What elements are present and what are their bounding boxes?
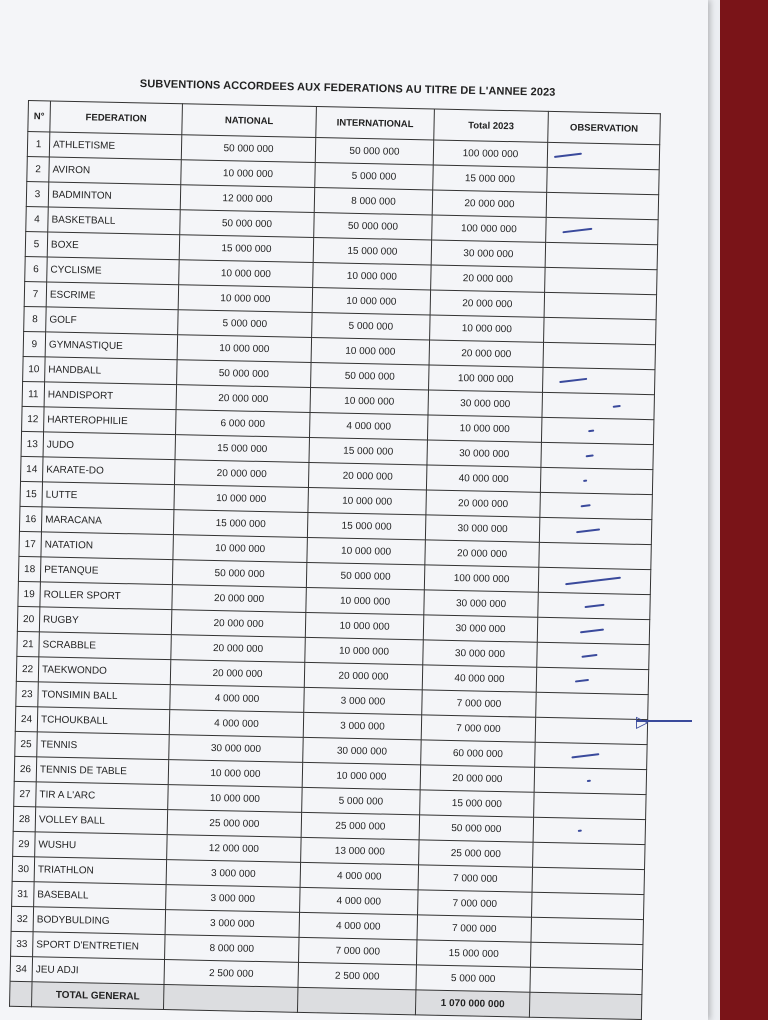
row-total: 30 000 000 xyxy=(423,615,537,642)
row-federation: RUGBY xyxy=(39,607,171,635)
row-observation xyxy=(546,217,658,244)
row-international: 13 000 000 xyxy=(301,837,419,864)
header-total: Total 2023 xyxy=(434,109,549,142)
row-national: 20 000 000 xyxy=(172,585,306,613)
row-international: 8 000 000 xyxy=(314,188,432,215)
row-national: 3 000 000 xyxy=(166,885,300,913)
row-observation xyxy=(540,492,652,519)
row-national: 4 000 000 xyxy=(170,685,304,713)
row-federation: BOXE xyxy=(47,232,179,260)
handwritten-mark xyxy=(559,378,587,383)
row-observation xyxy=(539,542,651,569)
row-international: 5 000 000 xyxy=(315,163,433,190)
row-total: 15 000 000 xyxy=(416,940,530,967)
row-total: 15 000 000 xyxy=(433,165,547,192)
row-international: 3 000 000 xyxy=(303,712,421,739)
row-observation xyxy=(538,567,650,594)
row-observation xyxy=(542,392,654,419)
row-observation xyxy=(535,742,647,769)
row-number: 18 xyxy=(18,556,41,581)
handwritten-mark xyxy=(580,629,604,634)
total-label: TOTAL GENERAL xyxy=(32,982,164,1010)
row-international: 10 000 000 xyxy=(306,587,424,614)
handwritten-mark xyxy=(613,405,621,408)
row-international: 10 000 000 xyxy=(313,263,431,290)
row-national: 50 000 000 xyxy=(177,360,311,388)
row-observation xyxy=(536,692,648,719)
row-total: 30 000 000 xyxy=(424,590,538,617)
row-number: 24 xyxy=(15,706,38,731)
row-observation xyxy=(539,517,651,544)
row-federation: TIR A L'ARC xyxy=(36,782,168,810)
row-federation: HARTEROPHILIE xyxy=(44,407,176,435)
row-federation: ATHLETISME xyxy=(49,132,181,160)
row-observation xyxy=(542,367,654,394)
row-federation: BODYBULDING xyxy=(33,907,165,935)
row-total: 25 000 000 xyxy=(419,840,533,867)
row-number: 10 xyxy=(23,356,46,381)
row-number: 25 xyxy=(15,731,38,756)
row-national: 2 500 000 xyxy=(164,960,298,988)
row-national: 6 000 000 xyxy=(176,410,310,438)
row-number: 22 xyxy=(16,656,39,681)
row-national: 12 000 000 xyxy=(167,835,301,863)
row-federation: JUDO xyxy=(43,432,175,460)
row-number: 27 xyxy=(14,781,37,806)
total-row-blank xyxy=(297,987,415,1014)
handwritten-mark xyxy=(581,654,597,658)
row-total: 7 000 000 xyxy=(421,715,535,742)
row-number: 32 xyxy=(11,906,34,931)
row-federation: TENNIS xyxy=(37,732,169,760)
row-observation xyxy=(530,967,642,994)
row-federation: GYMNASTIQUE xyxy=(45,332,177,360)
row-federation: BASEBALL xyxy=(34,882,166,910)
handwritten-mark xyxy=(562,228,592,234)
row-federation: CYCLISME xyxy=(47,257,179,285)
row-observation xyxy=(537,642,649,669)
row-national: 20 000 000 xyxy=(176,385,310,413)
handwritten-arrow-icon: ▷ xyxy=(636,714,649,731)
subsidies-table xyxy=(9,100,661,1020)
row-number: 4 xyxy=(26,206,49,231)
row-federation: BASKETBALL xyxy=(48,207,180,235)
row-total: 7 000 000 xyxy=(418,890,532,917)
row-international: 30 000 000 xyxy=(303,737,421,764)
row-observation xyxy=(547,167,659,194)
row-total: 40 000 000 xyxy=(422,665,536,692)
row-observation xyxy=(531,917,643,944)
total-row-blank xyxy=(10,981,33,1006)
row-federation: GOLF xyxy=(46,307,178,335)
row-observation xyxy=(540,467,652,494)
row-international: 15 000 000 xyxy=(309,437,427,464)
row-observation xyxy=(534,792,646,819)
row-number: 21 xyxy=(17,631,40,656)
header-international: INTERNATIONAL xyxy=(316,107,435,140)
row-observation xyxy=(545,242,657,269)
row-total: 7 000 000 xyxy=(418,865,532,892)
row-federation: SCRABBLE xyxy=(39,632,171,660)
row-international: 2 500 000 xyxy=(298,962,416,989)
row-federation: PETANQUE xyxy=(40,557,172,585)
row-national: 20 000 000 xyxy=(171,635,305,663)
handwritten-mark xyxy=(588,430,594,433)
row-total: 15 000 000 xyxy=(420,790,534,817)
row-international: 5 000 000 xyxy=(302,787,420,814)
row-national: 15 000 000 xyxy=(175,435,309,463)
row-international: 10 000 000 xyxy=(311,337,429,364)
row-federation: AVIRON xyxy=(49,157,181,185)
row-number: 23 xyxy=(16,681,39,706)
row-international: 50 000 000 xyxy=(314,213,432,240)
total-row-blank xyxy=(163,985,297,1013)
handwritten-mark xyxy=(576,528,600,533)
row-federation: TONSIMIN BALL xyxy=(38,682,170,710)
row-federation: SPORT D'ENTRETIEN xyxy=(33,932,165,960)
row-international: 20 000 000 xyxy=(304,662,422,689)
row-international: 10 000 000 xyxy=(305,612,423,639)
row-number: 17 xyxy=(19,531,42,556)
row-federation: ROLLER SPORT xyxy=(40,582,172,610)
row-national: 10 000 000 xyxy=(181,160,315,188)
row-national: 10 000 000 xyxy=(177,335,311,363)
row-total: 100 000 000 xyxy=(433,140,547,167)
row-total: 20 000 000 xyxy=(430,290,544,317)
row-total: 10 000 000 xyxy=(430,315,544,342)
row-number: 28 xyxy=(13,806,36,831)
row-number: 2 xyxy=(27,156,50,181)
row-international: 10 000 000 xyxy=(310,387,428,414)
row-total: 5 000 000 xyxy=(416,965,530,992)
header-number: N° xyxy=(28,101,51,132)
row-federation: WUSHU xyxy=(35,832,167,860)
row-observation xyxy=(543,342,655,369)
row-total: 30 000 000 xyxy=(427,440,541,467)
row-observation xyxy=(538,592,650,619)
row-number: 8 xyxy=(24,306,47,331)
row-number: 19 xyxy=(18,581,41,606)
handwritten-mark xyxy=(584,604,604,608)
row-international: 20 000 000 xyxy=(308,462,426,489)
row-national: 10 000 000 xyxy=(179,260,313,288)
handwritten-mark xyxy=(587,780,591,782)
row-international: 5 000 000 xyxy=(312,312,430,339)
row-observation xyxy=(533,817,645,844)
row-number: 11 xyxy=(22,381,45,406)
row-total: 40 000 000 xyxy=(426,465,540,492)
row-observation xyxy=(541,442,653,469)
row-observation xyxy=(545,267,657,294)
handwritten-mark xyxy=(575,679,589,683)
row-international: 15 000 000 xyxy=(313,238,431,265)
handwritten-mark xyxy=(571,753,599,758)
row-total: 30 000 000 xyxy=(431,240,545,267)
row-international: 4 000 000 xyxy=(300,862,418,889)
row-federation: TENNIS DE TABLE xyxy=(36,757,168,785)
row-international: 10 000 000 xyxy=(302,762,420,789)
row-observation xyxy=(531,892,643,919)
row-national: 8 000 000 xyxy=(165,935,299,963)
table-body xyxy=(10,132,660,1020)
row-observation xyxy=(530,942,642,969)
row-international: 4 000 000 xyxy=(299,912,417,939)
row-international: 50 000 000 xyxy=(315,138,433,165)
row-number: 6 xyxy=(25,256,48,281)
row-international: 25 000 000 xyxy=(301,812,419,839)
row-federation: TCHOUKBALL xyxy=(37,707,169,735)
row-observation xyxy=(541,417,653,444)
row-federation: BADMINTON xyxy=(48,182,180,210)
row-national: 10 000 000 xyxy=(178,285,312,313)
row-number: 12 xyxy=(22,406,45,431)
header-federation: FEDERATION xyxy=(50,101,183,135)
row-national: 3 000 000 xyxy=(165,910,299,938)
row-federation: TAEKWONDO xyxy=(38,657,170,685)
row-national: 10 000 000 xyxy=(173,535,307,563)
row-observation xyxy=(532,867,644,894)
row-observation xyxy=(533,842,645,869)
row-national: 50 000 000 xyxy=(172,560,306,588)
row-number: 5 xyxy=(25,231,48,256)
row-international: 10 000 000 xyxy=(308,487,426,514)
handwritten-mark xyxy=(554,153,582,158)
row-international: 4 000 000 xyxy=(300,887,418,914)
row-observation xyxy=(537,617,649,644)
row-number: 33 xyxy=(11,931,34,956)
row-observation xyxy=(534,767,646,794)
row-national: 15 000 000 xyxy=(179,235,313,263)
row-national: 10 000 000 xyxy=(168,760,302,788)
row-total: 10 000 000 xyxy=(427,415,541,442)
row-national: 12 000 000 xyxy=(180,185,314,213)
row-federation: LUTTE xyxy=(42,482,174,510)
row-international: 50 000 000 xyxy=(311,362,429,389)
handwritten-mark xyxy=(586,454,594,457)
row-international: 50 000 000 xyxy=(306,562,424,589)
row-total: 20 000 000 xyxy=(431,265,545,292)
row-national: 10 000 000 xyxy=(174,485,308,513)
handwritten-mark xyxy=(578,829,582,831)
row-number: 26 xyxy=(14,756,37,781)
row-total: 20 000 000 xyxy=(426,490,540,517)
row-number: 31 xyxy=(12,881,35,906)
row-national: 50 000 000 xyxy=(181,135,315,163)
subsidies-table-wrapper xyxy=(9,100,660,1020)
row-total: 30 000 000 xyxy=(425,515,539,542)
row-national: 5 000 000 xyxy=(178,310,312,338)
row-number: 30 xyxy=(12,856,35,881)
row-total: 7 000 000 xyxy=(422,690,536,717)
row-total: 20 000 000 xyxy=(425,540,539,567)
row-international: 7 000 000 xyxy=(298,937,416,964)
row-national: 20 000 000 xyxy=(170,660,304,688)
row-national: 20 000 000 xyxy=(171,610,305,638)
header-observation: OBSERVATION xyxy=(548,111,661,144)
row-total: 50 000 000 xyxy=(419,815,533,842)
row-federation: MARACANA xyxy=(41,507,173,535)
row-total: 60 000 000 xyxy=(421,740,535,767)
row-observation xyxy=(546,192,658,219)
row-number: 15 xyxy=(20,481,43,506)
row-observation xyxy=(544,292,656,319)
row-number: 3 xyxy=(26,181,49,206)
document-title: SUBVENTIONS ACCORDEES AUX FEDERATIONS AU TITRE DE L'ANNEE 2023 xyxy=(139,78,556,99)
row-number: 13 xyxy=(21,431,44,456)
row-number: 14 xyxy=(21,456,44,481)
handwritten-mark xyxy=(583,480,587,482)
row-total: 100 000 000 xyxy=(429,365,543,392)
row-federation: TRIATHLON xyxy=(34,857,166,885)
row-number: 16 xyxy=(19,506,42,531)
row-federation: HANDBALL xyxy=(45,357,177,385)
row-international: 10 000 000 xyxy=(312,288,430,315)
row-national: 3 000 000 xyxy=(166,860,300,888)
row-number: 7 xyxy=(24,281,47,306)
row-federation: NATATION xyxy=(41,532,173,560)
row-international: 10 000 000 xyxy=(307,537,425,564)
row-total: 7 000 000 xyxy=(417,915,531,942)
row-federation: JEU ADJI xyxy=(32,957,164,985)
row-national: 20 000 000 xyxy=(174,460,308,488)
row-number: 20 xyxy=(17,606,40,631)
row-total: 100 000 000 xyxy=(432,215,546,242)
row-national: 25 000 000 xyxy=(167,810,301,838)
row-national: 4 000 000 xyxy=(169,710,303,738)
row-observation xyxy=(544,317,656,344)
row-total: 20 000 000 xyxy=(429,340,543,367)
row-federation: HANDISPORT xyxy=(44,382,176,410)
row-national: 50 000 000 xyxy=(180,210,314,238)
row-federation: VOLLEY BALL xyxy=(35,807,167,835)
row-total: 20 000 000 xyxy=(420,765,534,792)
row-federation: ESCRIME xyxy=(46,282,178,310)
row-national: 30 000 000 xyxy=(169,735,303,763)
row-observation xyxy=(547,142,659,169)
row-number: 34 xyxy=(10,956,33,981)
row-total: 30 000 000 xyxy=(428,390,542,417)
total-row-blank xyxy=(529,992,641,1019)
row-observation xyxy=(536,667,648,694)
total-value: 1 070 000 000 xyxy=(415,990,529,1017)
row-national: 10 000 000 xyxy=(168,785,302,813)
row-international: 3 000 000 xyxy=(304,687,422,714)
handwritten-mark xyxy=(581,504,591,507)
row-number: 29 xyxy=(13,831,36,856)
row-international: 4 000 000 xyxy=(309,412,427,439)
row-international: 15 000 000 xyxy=(307,512,425,539)
row-observation xyxy=(535,717,647,744)
row-number: 9 xyxy=(23,331,46,356)
row-international: 10 000 000 xyxy=(305,637,423,664)
header-national: NATIONAL xyxy=(182,104,317,138)
row-federation: KARATE-DO xyxy=(43,457,175,485)
row-total: 30 000 000 xyxy=(423,640,537,667)
row-total: 100 000 000 xyxy=(424,565,538,592)
handwritten-mark xyxy=(565,577,621,586)
row-national: 15 000 000 xyxy=(173,510,307,538)
row-total: 20 000 000 xyxy=(432,190,546,217)
row-number: 1 xyxy=(27,132,50,157)
